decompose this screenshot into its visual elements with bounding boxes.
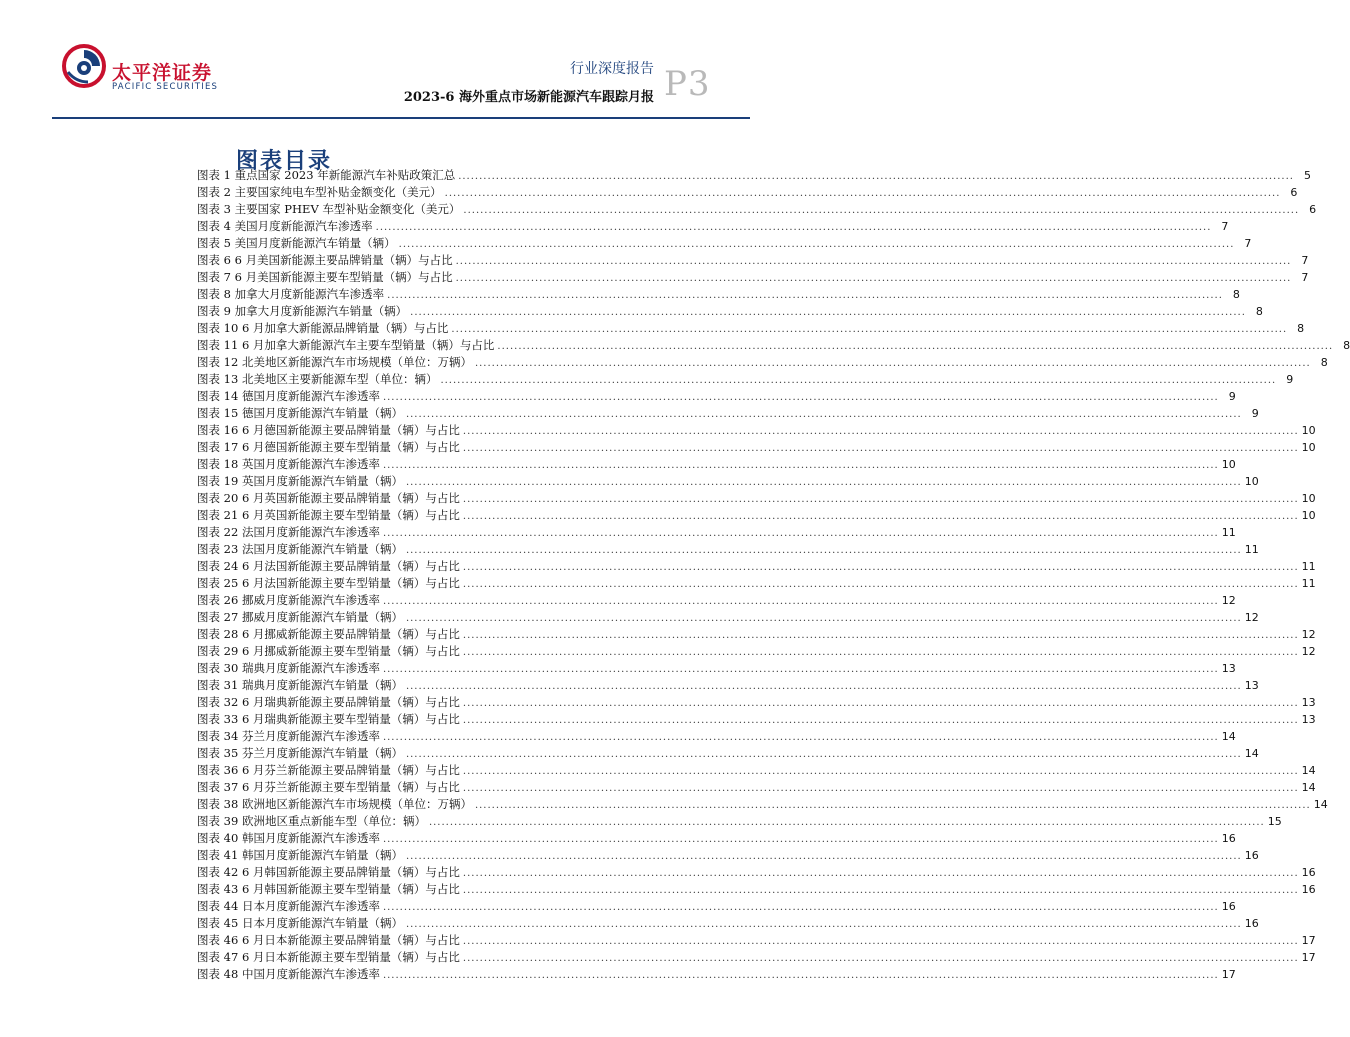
toc-entry-page: 16: [1301, 883, 1316, 896]
toc-entry[interactable]: [197, 507, 1316, 524]
toc-entry-page: 7: [1301, 254, 1309, 267]
toc-entry[interactable]: [197, 320, 1305, 337]
toc-entry[interactable]: [197, 439, 1316, 456]
toc-dot-leader: ........................................................................................................................................................................................................: [474, 800, 1311, 811]
toc-entry-label: 图表 3 主要国家 PHEV 车型补贴金额变化（美元）: [197, 202, 461, 216]
toc-entry-page: 16: [1221, 900, 1236, 913]
toc-entry[interactable]: [197, 728, 1236, 745]
toc-entry-label: 图表 14 德国月度新能源汽车渗透率: [197, 389, 380, 403]
toc-entry[interactable]: [197, 456, 1236, 473]
toc-entry-page: 8: [1255, 305, 1263, 318]
toc-entry[interactable]: [197, 524, 1236, 541]
toc-entry[interactable]: [197, 711, 1316, 728]
toc-entry[interactable]: [197, 252, 1309, 269]
toc-dot-leader: ........................................................................................................................................................................................................: [458, 171, 1294, 182]
toc-dot-leader: ........................................................................................................................................................................................................: [382, 460, 1219, 471]
toc-entry-page: 14: [1301, 764, 1316, 777]
toc-entry[interactable]: [197, 694, 1316, 711]
toc-dot-leader: ........................................................................................................................................................................................................: [462, 698, 1299, 709]
toc-entry-label: 图表 37 6 月芬兰新能源主要车型销量（辆）与占比: [197, 780, 460, 794]
toc-entry-page: 12: [1301, 628, 1316, 641]
toc-entry[interactable]: [197, 184, 1298, 201]
toc-entry[interactable]: [197, 966, 1236, 983]
toc-entry-page: 12: [1221, 594, 1236, 607]
toc-entry-label: 图表 38 欧洲地区新能源汽车市场规模（单位：万辆）: [197, 797, 472, 811]
report-title: 2023-6 海外重点市场新能源汽车跟踪月报: [403, 90, 654, 105]
toc-dot-leader: ........................................................................................................................................................................................................: [398, 239, 1235, 250]
toc-entry-page: 10: [1301, 509, 1316, 522]
toc-entry-label: 图表 42 6 月韩国新能源主要品牌销量（辆）与占比: [197, 865, 460, 879]
toc-dot-leader: ........................................................................................................................................................................................................: [382, 392, 1219, 403]
toc-entry-label: 图表 32 6 月瑞典新能源主要品牌销量（辆）与占比: [197, 695, 460, 709]
toc-entry[interactable]: [197, 813, 1282, 830]
toc-dot-leader: ........................................................................................................................................................................................................: [462, 953, 1299, 964]
toc-entry-page: 5: [1303, 169, 1311, 182]
toc-dot-leader: ........................................................................................................................................................................................................: [462, 783, 1299, 794]
toc-dot-leader: ........................................................................................................................................................................................................: [382, 732, 1219, 743]
toc-entry-label: 图表 30 瑞典月度新能源汽车渗透率: [197, 661, 380, 675]
toc-entry-label: 图表 26 挪威月度新能源汽车渗透率: [197, 593, 380, 607]
toc-entry[interactable]: [197, 575, 1316, 592]
toc-entry-label: 图表 44 日本月度新能源汽车渗透率: [197, 899, 380, 913]
toc-entry[interactable]: [197, 269, 1309, 286]
toc-dot-leader: ........................................................................................................................................................................................................: [462, 715, 1299, 726]
brand-name-cn: 太平洋证券: [112, 62, 213, 84]
toc-entry-label: 图表 47 6 月日本新能源主要车型销量（辆）与占比: [197, 950, 460, 964]
toc-entry-label: 图表 18 英国月度新能源汽车渗透率: [197, 457, 380, 471]
toc-entry[interactable]: [197, 490, 1316, 507]
toc-entry-label: 图表 48 中国月度新能源汽车渗透率: [197, 967, 380, 981]
toc-dot-leader: ........................................................................................................................................................................................................: [474, 358, 1311, 369]
toc-entry-label: 图表 28 6 月挪威新能源主要品牌销量（辆）与占比: [197, 627, 460, 641]
toc-entry-label: 图表 7 6 月美国新能源主要车型销量（辆）与占比: [197, 270, 453, 284]
toc-dot-leader: ........................................................................................................................................................................................................: [382, 596, 1219, 607]
toc-entry-page: 7: [1244, 237, 1252, 250]
toc-entry-label: 图表 22 法国月度新能源汽车渗透率: [197, 525, 380, 539]
toc-entry-page: 17: [1301, 951, 1316, 964]
toc-entry-page: 10: [1244, 475, 1259, 488]
toc-entry[interactable]: [197, 881, 1316, 898]
toc-entry-page: 13: [1301, 713, 1316, 726]
toc-entry-label: 图表 8 加拿大月度新能源汽车渗透率: [197, 287, 385, 301]
toc-dot-leader: ........................................................................................................................................................................................................: [444, 188, 1281, 199]
toc-entry-page: 13: [1221, 662, 1236, 675]
toc-entry-label: 图表 12 北美地区新能源汽车市场规模（单位：万辆）: [197, 355, 472, 369]
toc-entry-label: 图表 46 6 月日本新能源主要品牌销量（辆）与占比: [197, 933, 460, 947]
toc-entry[interactable]: [197, 864, 1316, 881]
toc-entry-page: 10: [1301, 492, 1316, 505]
toc-entry-page: 13: [1244, 679, 1259, 692]
toc-dot-leader: ........................................................................................................................................................................................................: [462, 426, 1299, 437]
toc-entry-page: 16: [1244, 849, 1259, 862]
pacific-securities-logo-icon: [62, 44, 106, 88]
toc-entry[interactable]: [197, 643, 1316, 660]
toc-entry-page: 14: [1221, 730, 1236, 743]
toc-entry[interactable]: [197, 218, 1229, 235]
toc-entry-label: 图表 34 芬兰月度新能源汽车渗透率: [197, 729, 380, 743]
toc-dot-leader: ........................................................................................................................................................................................................: [462, 630, 1299, 641]
toc-entry-label: 图表 17 6 月德国新能源主要车型销量（辆）与占比: [197, 440, 460, 454]
toc-entry[interactable]: [197, 473, 1259, 490]
toc-entry[interactable]: [197, 915, 1259, 932]
toc-entry-page: 7: [1221, 220, 1229, 233]
toc-dot-leader: ........................................................................................................................................................................................................: [382, 528, 1219, 539]
toc-entry-page: 8: [1232, 288, 1240, 301]
toc-dot-leader: ........................................................................................................................................................................................................: [405, 409, 1242, 420]
toc-entry[interactable]: [197, 303, 1263, 320]
toc-entry-label: 图表 19 英国月度新能源汽车销量（辆）: [197, 474, 403, 488]
toc-entry[interactable]: [197, 558, 1316, 575]
toc-entry-label: 图表 9 加拿大月度新能源汽车销量（辆）: [197, 304, 408, 318]
toc-entry-page: 17: [1301, 934, 1316, 947]
toc-dot-leader: ........................................................................................................................................................................................................: [405, 919, 1242, 930]
toc-dot-leader: ........................................................................................................................................................................................................: [405, 613, 1242, 624]
toc-entry-label: 图表 11 6 月加拿大新能源汽车主要车型销量（辆）与占比: [197, 338, 495, 352]
toc-dot-leader: ........................................................................................................................................................................................................: [387, 290, 1223, 301]
toc-dot-leader: ........................................................................................................................................................................................................: [405, 545, 1242, 556]
toc-dot-leader: ........................................................................................................................................................................................................: [428, 817, 1265, 828]
toc-list: [197, 167, 1350, 983]
toc-entry-label: 图表 13 北美地区主要新能源车型（单位：辆）: [197, 372, 438, 386]
toc-entry[interactable]: [197, 354, 1328, 371]
toc-dot-leader: ........................................................................................................................................................................................................: [462, 494, 1299, 505]
toc-entry-label: 图表 36 6 月芬兰新能源主要品牌销量（辆）与占比: [197, 763, 460, 777]
toc-dot-leader: ........................................................................................................................................................................................................: [462, 885, 1299, 896]
toc-dot-leader: ........................................................................................................................................................................................................: [440, 375, 1277, 386]
toc-entry[interactable]: [197, 405, 1259, 422]
toc-dot-leader: ........................................................................................................................................................................................................: [462, 511, 1299, 522]
toc-dot-leader: ........................................................................................................................................................................................................: [463, 205, 1300, 216]
toc-entry[interactable]: [197, 762, 1316, 779]
toc-entry[interactable]: [197, 609, 1259, 626]
brand-name-en: PACIFIC SECURITIES: [112, 82, 219, 92]
toc-dot-leader: ........................................................................................................................................................................................................: [455, 256, 1292, 267]
toc-entry-page: 8: [1343, 339, 1350, 352]
toc-dot-leader: ........................................................................................................................................................................................................: [382, 664, 1219, 675]
toc-entry[interactable]: [197, 898, 1236, 915]
toc-dot-leader: ........................................................................................................................................................................................................: [462, 766, 1299, 777]
toc-entry-page: 9: [1286, 373, 1294, 386]
toc-dot-leader: ........................................................................................................................................................................................................: [462, 579, 1299, 590]
page-number: P3: [664, 64, 711, 104]
toc-dot-leader: ........................................................................................................................................................................................................: [462, 936, 1299, 947]
toc-entry-label: 图表 2 主要国家纯电车型补贴金额变化（美元）: [197, 185, 442, 199]
toc-entry-label: 图表 33 6 月瑞典新能源主要车型销量（辆）与占比: [197, 712, 460, 726]
toc-entry-label: 图表 25 6 月法国新能源主要车型销量（辆）与占比: [197, 576, 460, 590]
toc-entry-label: 图表 39 欧洲地区重点新能车型（单位：辆）: [197, 814, 426, 828]
toc-entry-page: 11: [1301, 560, 1316, 573]
toc-entry-label: 图表 35 芬兰月度新能源汽车销量（辆）: [197, 746, 403, 760]
toc-entry[interactable]: [197, 235, 1252, 252]
toc-dot-leader: ........................................................................................................................................................................................................: [382, 834, 1219, 845]
toc-dot-leader: ........................................................................................................................................................................................................: [462, 647, 1299, 658]
toc-entry[interactable]: [197, 660, 1236, 677]
toc-entry-page: 6: [1309, 203, 1317, 216]
toc-entry-page: 16: [1244, 917, 1259, 930]
toc-dot-leader: ........................................................................................................................................................................................................: [375, 222, 1212, 233]
toc-entry-page: 11: [1244, 543, 1259, 556]
toc-entry-page: 10: [1221, 458, 1236, 471]
toc-entry-page: 6: [1290, 186, 1298, 199]
toc-entry[interactable]: [197, 932, 1316, 949]
toc-entry-page: 8: [1297, 322, 1305, 335]
toc-entry[interactable]: [197, 626, 1316, 643]
toc-entry-page: 16: [1221, 832, 1236, 845]
toc-entry-label: 图表 24 6 月法国新能源主要品牌销量（辆）与占比: [197, 559, 460, 573]
toc-dot-leader: ........................................................................................................................................................................................................: [405, 681, 1242, 692]
toc-dot-leader: ........................................................................................................................................................................................................: [382, 970, 1219, 981]
toc-entry-label: 图表 23 法国月度新能源汽车销量（辆）: [197, 542, 403, 556]
toc-entry-label: 图表 40 韩国月度新能源汽车渗透率: [197, 831, 380, 845]
toc-entry-label: 图表 16 6 月德国新能源主要品牌销量（辆）与占比: [197, 423, 460, 437]
toc-entry-page: 11: [1301, 577, 1316, 590]
toc-dot-leader: ........................................................................................................................................................................................................: [455, 273, 1292, 284]
toc-entry-label: 图表 4 美国月度新能源汽车渗透率: [197, 219, 373, 233]
toc-entry[interactable]: [197, 286, 1240, 303]
header-divider: [52, 117, 750, 119]
toc-entry[interactable]: [197, 796, 1328, 813]
toc-dot-leader: ........................................................................................................................................................................................................: [462, 868, 1299, 879]
toc-entry-page: 14: [1313, 798, 1328, 811]
report-type: 行业深度报告: [570, 61, 654, 77]
toc-entry-label: 图表 29 6 月挪威新能源主要车型销量（辆）与占比: [197, 644, 460, 658]
toc-entry[interactable]: [197, 592, 1236, 609]
toc-entry-page: 8: [1320, 356, 1328, 369]
toc-entry-label: 图表 20 6 月英国新能源主要品牌销量（辆）与占比: [197, 491, 460, 505]
toc-entry-page: 13: [1301, 696, 1316, 709]
toc-entry-page: 14: [1244, 747, 1259, 760]
toc-entry[interactable]: [197, 337, 1350, 354]
toc-dot-leader: ........................................................................................................................................................................................................: [405, 851, 1242, 862]
toc-entry-label: 图表 6 6 月美国新能源主要品牌销量（辆）与占比: [197, 253, 453, 267]
toc-entry-label: 图表 43 6 月韩国新能源主要车型销量（辆）与占比: [197, 882, 460, 896]
toc-entry-page: 10: [1301, 424, 1316, 437]
toc-dot-leader: ........................................................................................................................................................................................................: [382, 902, 1219, 913]
toc-dot-leader: ........................................................................................................................................................................................................: [451, 324, 1288, 335]
toc-entry[interactable]: [197, 779, 1316, 796]
toc-entry-label: 图表 15 德国月度新能源汽车销量（辆）: [197, 406, 403, 420]
page-header: [0, 0, 802, 122]
toc-dot-leader: ........................................................................................................................................................................................................: [405, 749, 1242, 760]
toc-entry-page: 7: [1301, 271, 1309, 284]
toc-entry-label: 图表 41 韩国月度新能源汽车销量（辆）: [197, 848, 403, 862]
toc-entry-label: 图表 21 6 月英国新能源主要车型销量（辆）与占比: [197, 508, 460, 522]
toc-dot-leader: ........................................................................................................................................................................................................: [405, 477, 1242, 488]
toc-entry-label: 图表 5 美国月度新能源汽车销量（辆）: [197, 236, 396, 250]
toc-entry-page: 9: [1251, 407, 1259, 420]
toc-entry-page: 16: [1301, 866, 1316, 879]
toc-entry-page: 17: [1221, 968, 1236, 981]
toc-entry-page: 10: [1301, 441, 1316, 454]
toc-entry-label: 图表 27 挪威月度新能源汽车销量（辆）: [197, 610, 403, 624]
toc-entry-page: 12: [1244, 611, 1259, 624]
toc-dot-leader: ........................................................................................................................................................................................................: [462, 443, 1299, 454]
toc-entry-page: 9: [1228, 390, 1236, 403]
toc-entry[interactable]: [197, 201, 1317, 218]
toc-entry[interactable]: [197, 371, 1294, 388]
toc-entry-page: 12: [1301, 645, 1316, 658]
toc-entry-label: 图表 1 重点国家 2023 年新能源汽车补贴政策汇总: [197, 168, 456, 182]
toc-entry[interactable]: [197, 677, 1259, 694]
toc-entry[interactable]: [197, 167, 1311, 184]
toc-entry[interactable]: [197, 745, 1259, 762]
toc-entry[interactable]: [197, 949, 1316, 966]
toc-title: 图表目录: [236, 149, 333, 174]
toc-entry-label: 图表 45 日本月度新能源汽车销量（辆）: [197, 916, 403, 930]
toc-entry[interactable]: [197, 830, 1236, 847]
toc-entry[interactable]: [197, 422, 1316, 439]
toc-dot-leader: ........................................................................................................................................................................................................: [462, 562, 1299, 573]
toc-dot-leader: ........................................................................................................................................................................................................: [497, 341, 1334, 352]
toc-entry[interactable]: [197, 541, 1259, 558]
toc-entry[interactable]: [197, 847, 1259, 864]
toc-entry-page: 15: [1267, 815, 1282, 828]
toc-dot-leader: ........................................................................................................................................................................................................: [410, 307, 1246, 318]
toc-entry[interactable]: [197, 388, 1236, 405]
toc-entry-page: 11: [1221, 526, 1236, 539]
toc-entry-label: 图表 10 6 月加拿大新能源品牌销量（辆）与占比: [197, 321, 449, 335]
toc-entry-label: 图表 31 瑞典月度新能源汽车销量（辆）: [197, 678, 403, 692]
toc-entry-page: 14: [1301, 781, 1316, 794]
